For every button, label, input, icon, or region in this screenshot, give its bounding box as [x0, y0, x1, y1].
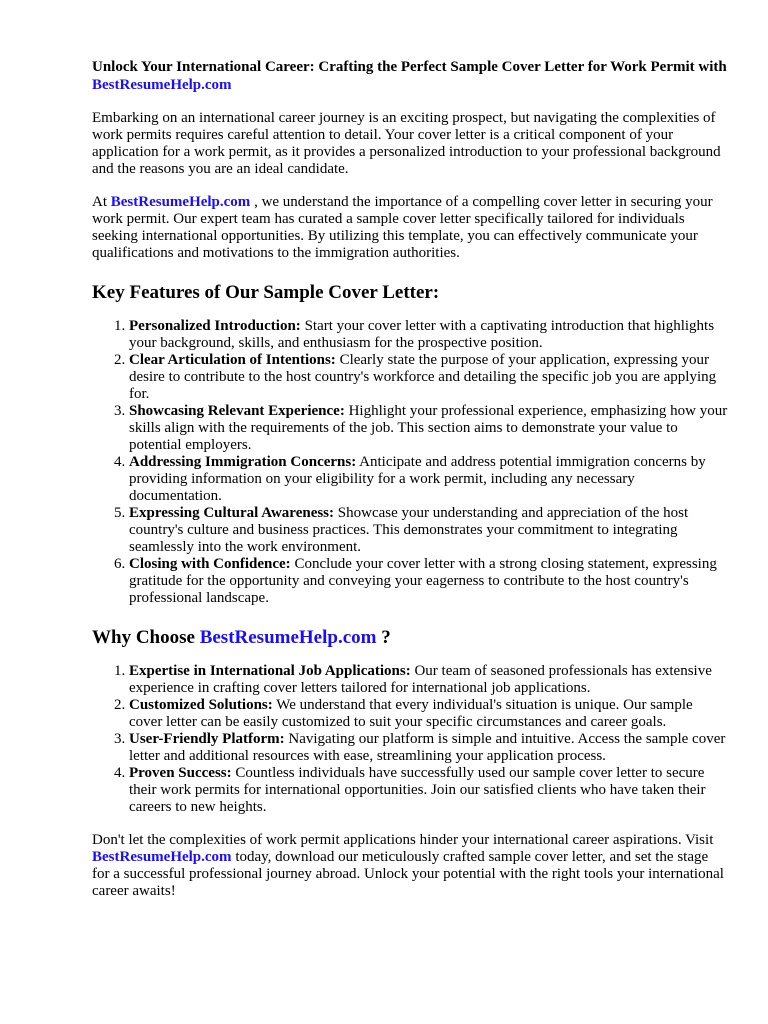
list-item: [129, 663, 728, 697]
feature-text: Clearly state the purpose of your application, expressing your desire to contribute to the host country's workforce and detailing the specific job you are applying for.: [129, 352, 717, 402]
why-item-title: Proven Success:: [129, 765, 232, 781]
list-item: [129, 403, 728, 454]
feature-text: Showcase your understanding and appreciation of the host country's culture and business practices. This demonstrates your commitment to integrating seamlessly into the work environment.: [129, 505, 689, 555]
why-heading-link[interactable]: BestResumeHelp.com: [199, 627, 377, 648]
why-item-text: We understand that every individual's situation is unique. Our sample cover letter can be easily customized to suit your specific circumstances and career goals.: [129, 697, 693, 730]
feature-title: Clear Articulation of Intentions:: [129, 352, 336, 368]
intro-paragraph: Embarking on an international career journey is an exciting prospect, but navigating the complexities of work permits requires careful attention to detail. Your cover letter is a critical component of your application for a work permit, as it provides a personalized introduction to your professional background and the reasons you are an ideal candidate.: [92, 110, 721, 177]
about-paragraph: [92, 194, 728, 262]
feature-title: Closing with Confidence:: [129, 556, 291, 572]
list-item: [129, 318, 728, 352]
feature-title: Addressing Immigration Concerns:: [129, 454, 357, 470]
why-item-title: User-Friendly Platform:: [129, 731, 285, 747]
feature-text: Start your cover letter with a captivating introduction that highlights your background, skills, and enthusiasm for the prospective position.: [129, 318, 715, 351]
title-text: Unlock Your International Career: Crafting the Perfect Sample Cover Letter for Work Permit with: [92, 59, 727, 75]
feature-text: Anticipate and address potential immigration concerns by providing information on your eligibility for a work permit, including any necessary documentation.: [129, 454, 706, 504]
list-item: [129, 556, 728, 607]
why-item-text: Countless individuals have successfully used our sample cover letter to secure their work permits for international opportunities. Join our satisfied clients who have taken their careers to new heights.: [129, 765, 706, 815]
feature-title: Expressing Cultural Awareness:: [129, 505, 335, 521]
about-link[interactable]: BestResumeHelp.com: [110, 194, 251, 210]
why-heading-prefix: Why Choose: [92, 627, 200, 648]
closing-paragraph: [92, 832, 728, 900]
features-list: [92, 318, 728, 607]
why-item-title: Expertise in International Job Applications:: [129, 663, 411, 679]
about-text: , we understand the importance of a compelling cover letter in securing your work permit. Our expert team has curated a sample cover letter specifically tailored for individuals seeking international opportunities. By utilizing this template, you can effectively communicate your qualifications and motivations to the immigration authorities.: [92, 194, 713, 261]
why-item-text: Our team of seasoned professionals has extensive experience in crafting cover letters tailored for international job applications.: [129, 663, 712, 696]
list-item: [129, 505, 728, 556]
closing-text-1: Don't let the complexities of work permit applications hinder your international career aspirations. Visit: [92, 832, 714, 848]
feature-text: Conclude your cover letter with a strong closing statement, expressing gratitude for the opportunity and conveying your eagerness to contribute to the host country's professional landscape.: [129, 556, 717, 606]
list-item: [129, 454, 728, 505]
about-prefix: At: [92, 194, 111, 210]
feature-title: Personalized Introduction:: [129, 318, 301, 334]
list-item: [129, 697, 728, 731]
closing-link[interactable]: BestResumeHelp.com: [92, 849, 232, 865]
list-item: [129, 765, 728, 816]
document-title: [92, 58, 728, 94]
why-item-title: Customized Solutions:: [129, 697, 273, 713]
title-link[interactable]: BestResumeHelp.com: [92, 77, 232, 93]
why-item-text: Navigating our platform is simple and intuitive. Access the sample cover letter and additional resources with ease, streamlining your application process.: [129, 731, 726, 764]
why-heading: [92, 627, 728, 649]
feature-title: Showcasing Relevant Experience:: [129, 403, 345, 419]
why-heading-suffix: ?: [376, 627, 391, 648]
list-item: [129, 731, 728, 765]
feature-text: Highlight your professional experience, emphasizing how your skills align with the requirements of the job. This section aims to demonstrate your value to potential employers.: [129, 403, 728, 453]
features-heading: Key Features of Our Sample Cover Letter:: [92, 282, 440, 303]
list-item: [129, 352, 728, 403]
why-list: [92, 663, 728, 816]
closing-text-2: today, download our meticulously crafted sample cover letter, and set the stage for a successful professional journey abroad. Unlock your potential with the right tools your international career awaits!: [92, 849, 724, 899]
